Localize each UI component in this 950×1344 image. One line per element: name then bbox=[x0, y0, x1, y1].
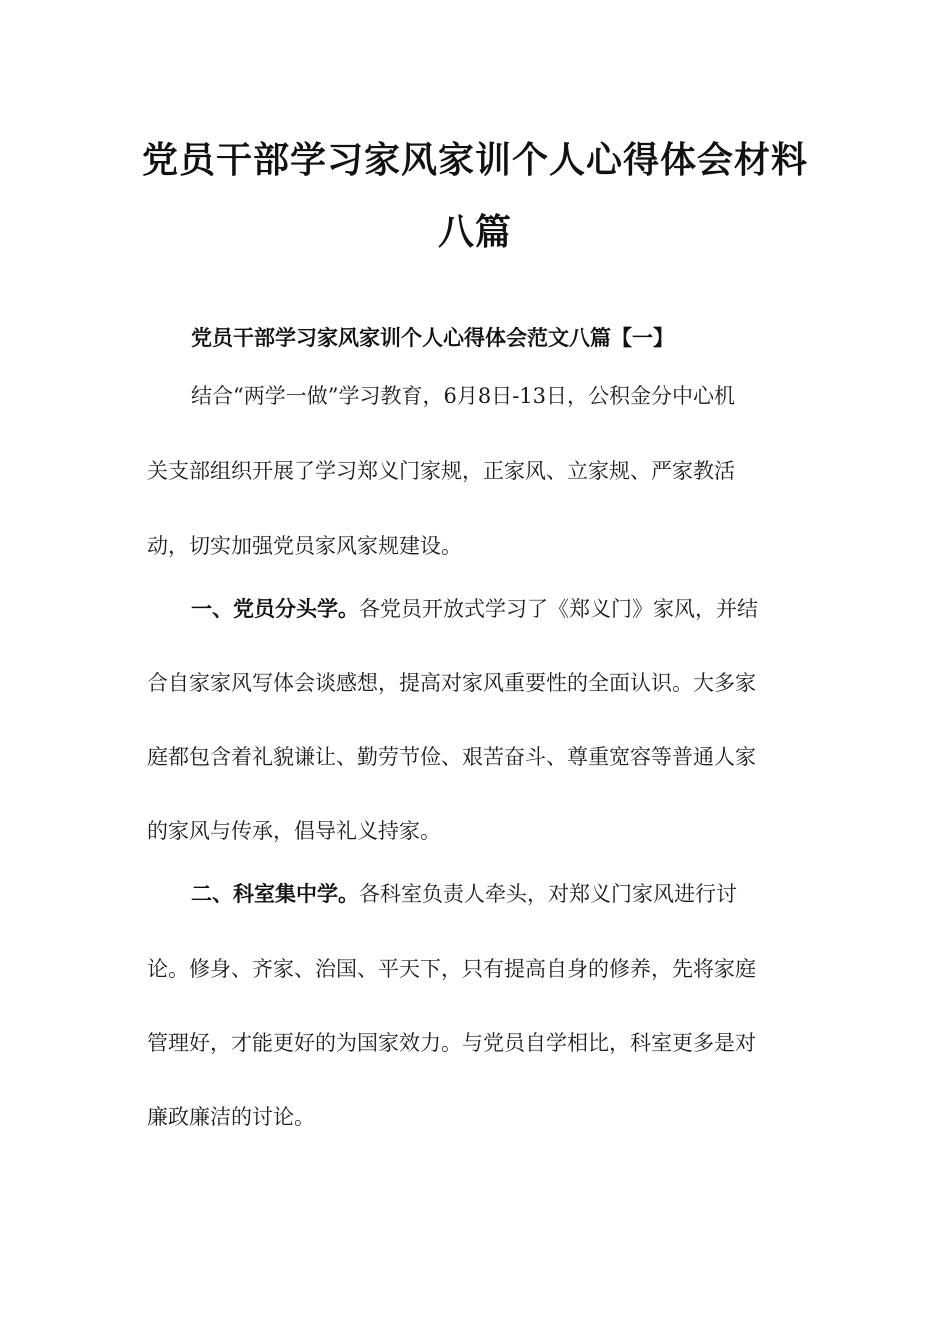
paragraph-3-line-4: 廉政廉洁的讨论。 bbox=[147, 1105, 315, 1129]
paragraph-2-line-2: 合自家家风写体会谈感想，提高对家风重要性的全面认识。大多家 bbox=[147, 671, 756, 695]
paragraph-2-first-rest: 各党员开放式学习了《郑义门》家风，并结 bbox=[359, 597, 758, 621]
paragraph-3-line-3: 管理好，才能更好的为国家效力。与党员自学相比，科室更多是对 bbox=[147, 1031, 756, 1055]
section-heading: 党员干部学习家风家训个人心得体会范文八篇【一】 bbox=[191, 325, 674, 350]
paragraph-2-lead: 一、党员分头学。 bbox=[191, 596, 359, 621]
paragraph-2-line-1 bbox=[191, 594, 758, 624]
paragraph-3-line-1 bbox=[191, 879, 737, 909]
paragraph-2-line-4: 的家风与传承，倡导礼义持家。 bbox=[147, 819, 441, 843]
paragraph-3-line-2: 论。修身、齐家、治国、平天下，只有提高自身的修养，先将家庭 bbox=[147, 957, 756, 981]
paragraph-1-line-3: 动，切实加强党员家风家规建设。 bbox=[147, 534, 462, 558]
paragraph-3-first-rest: 各科室负责人牵头，对郑义门家风进行讨 bbox=[359, 882, 737, 906]
document-title-line-2: 八篇 bbox=[437, 212, 512, 253]
paragraph-2-line-3: 庭都包含着礼貌谦让、勤劳节俭、艰苦奋斗、尊重宽容等普通人家 bbox=[147, 745, 756, 769]
paragraph-3-lead: 二、科室集中学。 bbox=[191, 881, 359, 906]
paragraph-1-line-2: 关支部组织开展了学习郑义门家规，正家风、立家规、严家教活 bbox=[147, 459, 735, 483]
document-title-line-1: 党员干部学习家风家训个人心得体会材料 bbox=[141, 140, 808, 181]
paragraph-1-line-1: 结合“两学一做”学习教育，6月8日-13日，公积金分中心机 bbox=[191, 384, 736, 408]
